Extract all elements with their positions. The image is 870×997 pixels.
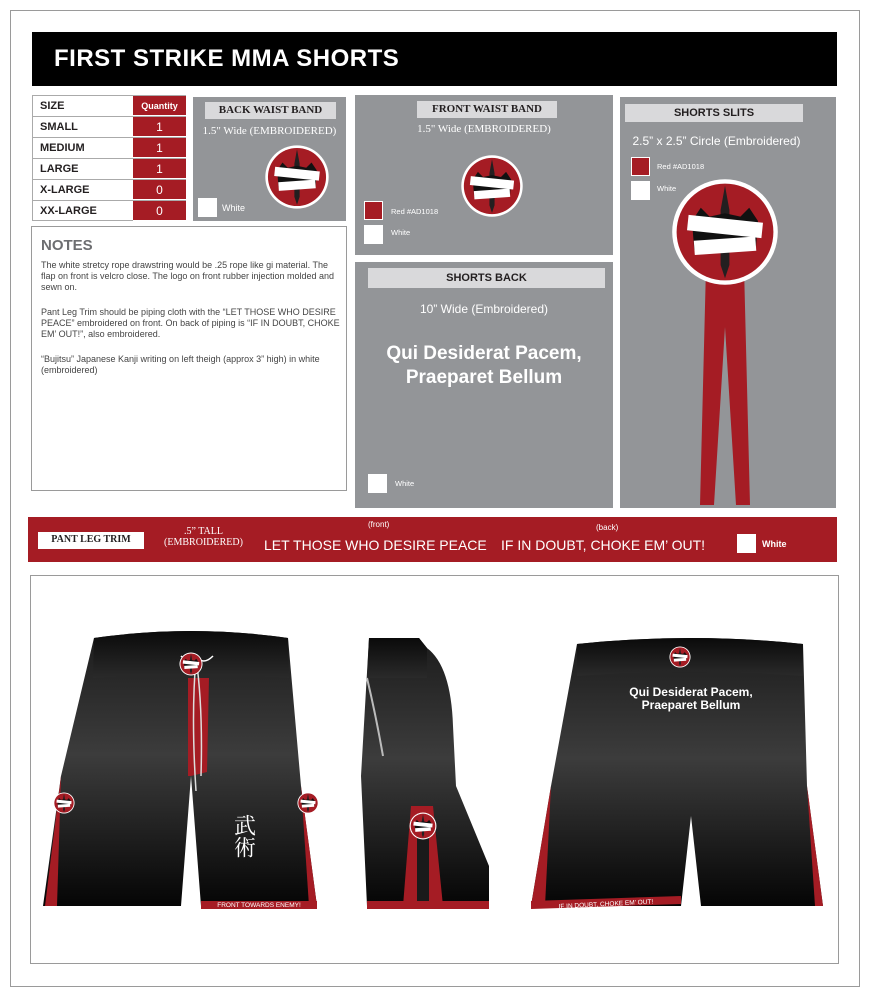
shorts-slits-subtitle: 2.5” x 2.5” Circle (Embroidered) bbox=[632, 134, 801, 148]
title-bar bbox=[32, 32, 837, 86]
back-waist-band-header: BACK WAIST BAND bbox=[205, 102, 336, 119]
notes-paragraph-drawstring: The white stretcy rope drawstring would be .25 rope like gi material. The flap on front is velcro close. The logo on front rubber injection molded and sewn on. bbox=[41, 260, 335, 292]
size-label: X-LARGE bbox=[32, 180, 132, 200]
back-motto-line-1: Qui Desiderat Pacem, bbox=[629, 685, 753, 699]
size-table bbox=[32, 95, 186, 221]
red-swatch-label: Red #AD1018 bbox=[657, 162, 705, 171]
shorts-slits-panel bbox=[620, 97, 836, 508]
kanji-text: 武術 bbox=[230, 814, 256, 858]
first-strike-logo bbox=[264, 144, 330, 210]
back-view-shorts bbox=[531, 638, 823, 910]
front-waist-band-panel bbox=[355, 95, 613, 255]
shorts-mockup-illustration bbox=[31, 576, 840, 965]
notes-heading: NOTES bbox=[41, 237, 93, 254]
back-waist-band-panel bbox=[193, 97, 346, 221]
size-label: MEDIUM bbox=[32, 138, 132, 158]
shorts-mockup-area bbox=[30, 575, 839, 964]
shorts-back-header: SHORTS BACK bbox=[368, 268, 605, 288]
side-view-shorts bbox=[361, 638, 489, 909]
shorts-back-subtitle: 10” Wide (Embroidered) bbox=[419, 302, 549, 316]
size-quantity: 1 bbox=[133, 138, 186, 158]
white-color-swatch bbox=[364, 225, 383, 244]
back-tag: (back) bbox=[596, 523, 619, 532]
pant-leg-trim-bar bbox=[28, 517, 837, 562]
size-quantity: 1 bbox=[133, 117, 186, 137]
size-row-xx-large bbox=[32, 200, 186, 221]
front-trim-mockup-text: FRONT TOWARDS ENEMY! bbox=[217, 902, 301, 909]
size-row-x-large bbox=[32, 179, 186, 200]
back-trim-mockup-text: IF IN DOUBT, CHOKE EM’ OUT! bbox=[558, 898, 654, 911]
quantity-header: Quantity bbox=[133, 96, 186, 116]
red-color-swatch bbox=[364, 201, 383, 220]
white-swatch-label: White bbox=[657, 184, 677, 193]
size-label: LARGE bbox=[32, 159, 132, 179]
size-table-header bbox=[32, 95, 186, 116]
size-header: SIZE bbox=[32, 96, 132, 116]
white-swatch-label: White bbox=[222, 203, 246, 213]
white-color-swatch bbox=[368, 474, 387, 493]
size-label: SMALL bbox=[32, 117, 132, 137]
back-trim-text: IF IN DOUBT, CHOKE EM’ OUT! bbox=[501, 537, 706, 553]
notes-paragraph-leg-trim: Pant Leg Trim should be piping cloth with the “LET THOSE WHO DESIRE PEACE” embroidered on front. On back of piping is “IF IN DOUBT, CHOKE EM’ OUT!”, also embroidered. bbox=[41, 307, 340, 339]
red-color-swatch bbox=[631, 157, 650, 176]
size-quantity: 0 bbox=[133, 201, 186, 221]
size-quantity: 0 bbox=[133, 180, 186, 200]
back-waist-band-subtitle: 1.5" Wide (EMBROIDERED) bbox=[202, 125, 337, 137]
front-tag: (front) bbox=[368, 520, 390, 529]
trim-size-line-1: .5” TALL bbox=[183, 526, 223, 537]
size-row-large bbox=[32, 158, 186, 179]
size-row-small bbox=[32, 116, 186, 137]
pant-leg-trim-label: PANT LEG TRIM bbox=[38, 532, 144, 549]
front-waist-band-header: FRONT WAIST BAND bbox=[417, 101, 557, 118]
first-strike-logo bbox=[460, 154, 524, 218]
size-quantity: 1 bbox=[133, 159, 186, 179]
motto-line-2: Praeparet Bellum bbox=[405, 367, 563, 388]
size-row-medium bbox=[32, 137, 186, 158]
white-color-swatch bbox=[198, 198, 217, 217]
motto-line-1: Qui Desiderat Pacem, bbox=[386, 343, 582, 364]
white-swatch-label: White bbox=[395, 479, 415, 488]
notes-paragraph-kanji: “Bujitsu” Japanese Kanji writing on left theigh (approx 3” high) in white (embroidered) bbox=[41, 354, 320, 375]
white-swatch-label: White bbox=[762, 539, 787, 549]
shorts-slit-illustration bbox=[670, 177, 780, 507]
red-swatch-label: Red #AD1018 bbox=[391, 207, 439, 216]
page-title: FIRST STRIKE MMA SHORTS bbox=[54, 45, 400, 72]
shorts-back-panel bbox=[355, 262, 613, 508]
white-color-swatch bbox=[737, 534, 756, 553]
trim-size-line-2: (EMBROIDERED) bbox=[164, 537, 243, 548]
shorts-slits-header: SHORTS SLITS bbox=[625, 104, 803, 122]
white-swatch-label: White bbox=[391, 228, 411, 237]
size-label: XX-LARGE bbox=[32, 201, 132, 221]
front-trim-text: LET THOSE WHO DESIRE PEACE bbox=[264, 537, 487, 553]
trim-size-note bbox=[156, 526, 251, 548]
front-view-shorts bbox=[43, 631, 319, 909]
front-waist-band-subtitle: 1.5" Wide (EMBROIDERED) bbox=[417, 123, 551, 135]
white-color-swatch bbox=[631, 181, 650, 200]
notes-panel bbox=[31, 226, 347, 491]
back-motto-line-2: Praeparet Bellum bbox=[641, 698, 741, 712]
